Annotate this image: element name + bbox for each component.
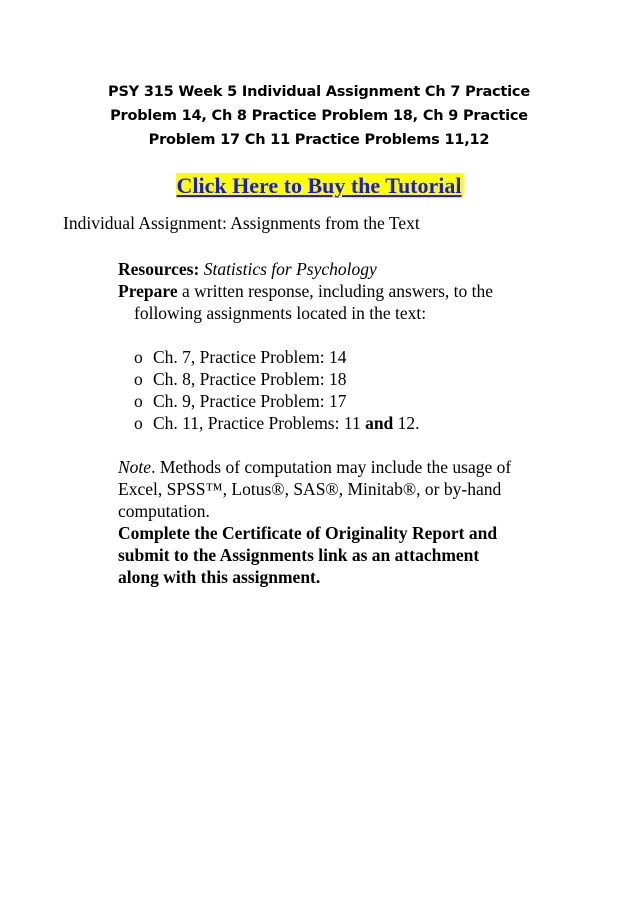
bullet-icon: o: [134, 391, 143, 411]
note-line-1: [118, 456, 578, 478]
note-line-2: Excel, SPSS™, Lotus®, SAS®, Minitab®, or by-hand: [118, 479, 502, 499]
bullet-icon: o: [134, 413, 143, 433]
resources-line: [118, 258, 377, 280]
buy-tutorial-link-wrapper: [0, 172, 638, 200]
prepare-text-1: a written response, including answers, to the: [177, 281, 494, 301]
resources-value: Statistics for Psychology: [203, 259, 377, 279]
title-line-2: Problem 14, Ch 8 Practice Problem 18, Ch 9 Practice: [110, 108, 528, 124]
note-text-1: . Methods of computation may include the usage of: [151, 457, 512, 477]
title-line-1: PSY 315 Week 5 Individual Assignment Ch 7 Practice: [108, 84, 530, 100]
resources-label: Resources:: [118, 259, 200, 279]
bullet-icon: o: [134, 347, 143, 367]
note-line-3: computation.: [118, 501, 210, 521]
list-item-text: Ch. 8, Practice Problem: 18: [153, 369, 347, 389]
bullet-icon: o: [134, 369, 143, 389]
buy-tutorial-link[interactable]: Click Here to Buy the Tutorial: [176, 173, 462, 198]
complete-line-2: submit to the Assignments link as an attachment: [118, 545, 480, 565]
complete-line-1: Complete the Certificate of Originality Report and: [118, 523, 498, 543]
list-item-text: Ch. 7, Practice Problem: 14: [153, 347, 347, 367]
complete-instruction: [118, 522, 578, 588]
title-line-3: Problem 17 Ch 11 Practice Problems 11,12: [148, 132, 490, 148]
page-title: [60, 80, 578, 152]
note-label: Note: [118, 457, 152, 477]
list-item-text: Ch. 9, Practice Problem: 17: [153, 391, 347, 411]
list-item: [134, 412, 420, 434]
prepare-label: Prepare: [118, 281, 178, 301]
prepare-line-1: [118, 280, 548, 302]
prepare-line-2: following assignments located in the text:: [134, 303, 427, 323]
assignment-list: [134, 346, 420, 434]
list-item: [134, 346, 420, 368]
list-item-text-prefix: Ch. 11, Practice Problems: 11: [153, 413, 366, 433]
list-item-text-suffix: 12.: [393, 413, 420, 433]
section-heading: Individual Assignment: Assignments from the Text: [63, 213, 420, 233]
list-item-and: and: [365, 413, 394, 433]
prepare-paragraph: [118, 280, 548, 324]
list-item: [134, 368, 420, 390]
list-item: [134, 390, 420, 412]
complete-line-3: along with this assignment.: [118, 567, 321, 587]
note-paragraph: [118, 456, 578, 522]
